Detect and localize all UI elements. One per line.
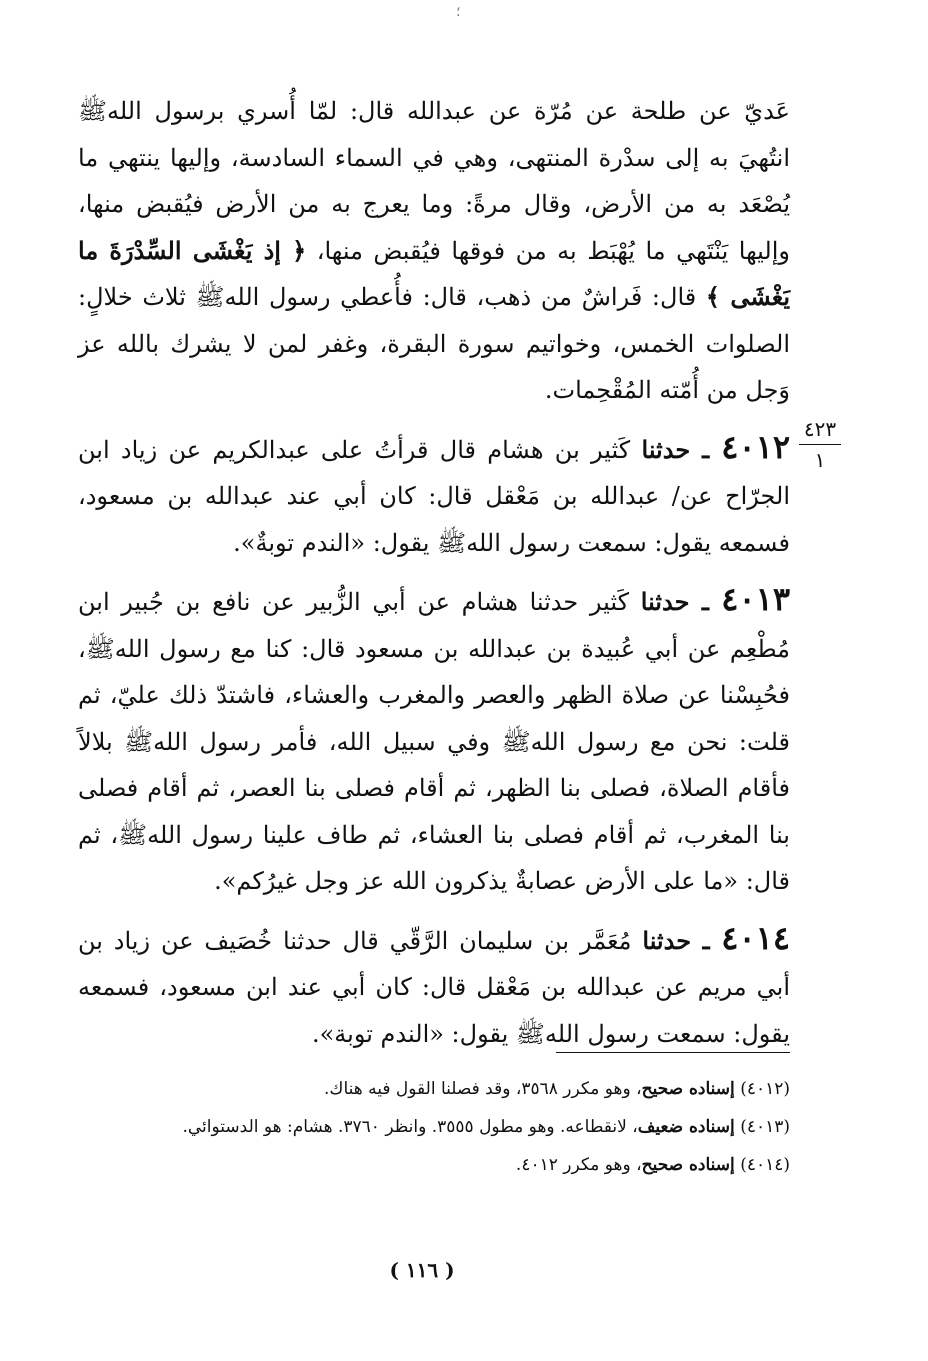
- top-mark: ؛: [456, 4, 461, 20]
- margin-reference: [797, 418, 843, 471]
- main-text: [78, 88, 790, 1067]
- footnote-4014: [100, 1146, 790, 1184]
- footnote-text: ، لانقطاعه. وهو مطول ٣٥٥٥. وانظر ٣٧٦٠. هشام: هو الدستوائي.: [182, 1117, 638, 1137]
- hadith-lead: ـ حدثنا: [641, 434, 722, 464]
- page-number: ( ١١٦ ): [389, 1258, 455, 1282]
- footnote-text: ، وهو مكرر ٣٥٦٨، وقد فصلنا القول فيه هناك.: [324, 1079, 642, 1099]
- hadith-4013: [78, 576, 790, 905]
- footnote-4013: [100, 1108, 790, 1146]
- footnote-divider: [556, 1052, 790, 1053]
- hadith-text: مُعَمَّر بن سليمان الرَّقّي قال حدثنا خُصَيف عن زياد بن أبي مريم عن عبدالله بن مَعْقل قال: كان أبي عند ابن مسعود، فسمعه يقول: سمعت رسول اللهﷺ يقول: «الندم توبة».: [78, 926, 790, 1048]
- hadith-text: كَثير حدثنا هشام عن أبي الزُّبير عن نافع بن جُبير ابن مُطْعِم عن أبي عُبيدة بن عبدالله بن مسعود قال: كنا مع رسول اللهﷺ، فحُبِسْنا عن صلاة الظهر والعصر والمغرب والعشاء، فاشتدّ ذلك عليّ، ثم قلت: نحن مع رسول اللهﷺ وفي سبيل الله، فأمر رسول اللهﷺ بلالاً فأقام الصلاة، فصلى بنا الظهر، ثم أقام فصلى بنا العصر، ثم أقام فصلى بنا المغرب، ثم أقام فصلى بنا العشاء، ثم طاف علينا رسول اللهﷺ، ثم قال: «ما على الأرض عصابةٌ يذكرون الله عز وجل غيرُكم».: [78, 588, 790, 895]
- footnotes: [100, 1070, 790, 1184]
- hadith-lead: ـ حدثنا: [640, 587, 722, 616]
- footnote-text: ، وهو مكرر ٤٠١٢.: [515, 1155, 642, 1175]
- hadith-4012: [78, 424, 790, 567]
- footnote-grade: إسناده صحيح: [641, 1079, 735, 1099]
- footnote-ref: (٤٠١٢): [740, 1079, 790, 1099]
- hadith-number: ٤٠١٣: [721, 580, 790, 618]
- margin-ref-divider: [799, 444, 841, 445]
- hadith-lead: ـ حدثنا: [642, 925, 722, 955]
- paragraph-text: قال: فَراشٌ من ذهب، قال: فأُعطي رسول اللهﷺ ثلاث خلالٍ: الصلوات الخمس، وخواتيم سورة البقرة، وغفر لمن لا يشرك بالله عز وَجل من أُمّته المُقْحِمات.: [78, 283, 790, 404]
- footnote-4012: [100, 1070, 790, 1108]
- margin-ref-page: ٤٢٣: [803, 417, 837, 441]
- paragraph-continuation: [78, 88, 790, 414]
- hadith-number: ٤٠١٤: [721, 918, 791, 957]
- hadith-text: كَثير بن هشام قال قرأتُ على عبدالكريم عن زياد ابن الجرّاح عن/ عبدالله بن مَعْقل قال: كان أبي عند عبدالله بن مسعود، فسمعه يقول: سمعت رسول اللهﷺ يقول: «الندم توبةٌ».: [78, 435, 790, 557]
- footnote-ref: (٤٠١٣): [740, 1117, 790, 1137]
- quran-quote: ﴿ إذ يَغْشَى السِّدْرَةَ ما يَغْشَى ﴾: [78, 235, 790, 311]
- hadith-4014: [78, 915, 790, 1058]
- hadith-number: ٤٠١٢: [721, 427, 790, 466]
- paragraph-text: عَديّ عن طلحة عن مُرّة عن عبدالله قال: لمّا أُسري برسول اللهﷺ انتُهيَ به إلى سدْرة المنتهى، وهي في السماء السادسة، وإليها ينتهي ما يُصْعَد به من الأرض، وقال مرةً: وما يعرج به من الأرض فيُقبض منها، وإليها يَنْتَهي ما يُهْبَط به من فوقها فيُقبض منها،: [78, 97, 791, 265]
- footnote-grade: إسناده ضعيف: [637, 1117, 735, 1137]
- margin-ref-part: ١: [814, 448, 826, 472]
- footnote-grade: إسناده صحيح: [641, 1155, 735, 1175]
- footnote-ref: (٤٠١٤): [740, 1155, 790, 1175]
